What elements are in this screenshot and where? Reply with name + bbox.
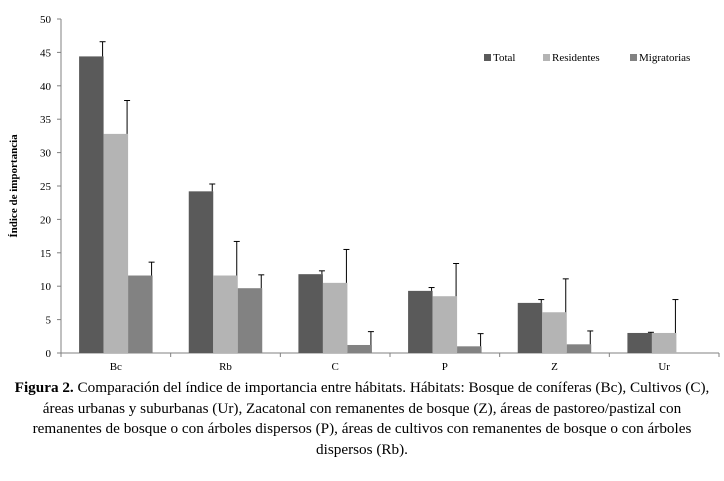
legend bbox=[484, 52, 690, 64]
x-tick-label: Bc bbox=[109, 361, 122, 373]
bar-residentes-ur bbox=[652, 333, 677, 353]
y-tick-label: 40 bbox=[40, 80, 51, 93]
y-tick-label: 10 bbox=[40, 281, 51, 294]
x-tick-label: Rb bbox=[219, 361, 232, 373]
legend-label-total: Total bbox=[493, 52, 516, 64]
legend-label-residentes: Residentes bbox=[552, 52, 600, 64]
x-tick-label: Z bbox=[551, 361, 558, 373]
bar-total-ur bbox=[627, 333, 652, 353]
x-axis bbox=[61, 353, 719, 373]
x-tick-label: P bbox=[441, 361, 448, 373]
bar-residentes-p bbox=[433, 296, 458, 353]
bar-residentes-c bbox=[323, 283, 348, 353]
bar-total-rb bbox=[189, 191, 214, 353]
bar-total-p bbox=[408, 291, 433, 353]
caption-label: Figura 2. bbox=[14, 379, 74, 396]
y-tick-label: 35 bbox=[40, 114, 51, 127]
bar-total-c bbox=[298, 274, 323, 353]
legend-swatch-migratorias bbox=[630, 54, 637, 61]
y-tick-label: 30 bbox=[40, 147, 51, 160]
y-tick-label: 5 bbox=[45, 314, 51, 327]
y-tick-label: 0 bbox=[45, 348, 51, 360]
bar-total-z bbox=[518, 303, 543, 353]
y-axis-label: Índice de importancia bbox=[8, 134, 20, 238]
bar-residentes-rb bbox=[213, 276, 238, 353]
bar-migratorias-z bbox=[567, 344, 592, 353]
y-tick-label: 20 bbox=[40, 214, 51, 227]
caption-text: Comparación del índice de importancia entre hábitats. Hábitats: Bosque de coníferas (Bc), Cultivos (C), áreas urbanas y suburbanas (Ur), Zacatonal con remanentes de bosque (Z), áreas de pastoreo/pastizal con remanentes de bosque o con árboles dispersos (P), áreas de cultivos con remanentes de bosque o con árboles dispersos (Rb). bbox=[32, 379, 710, 458]
bar-residentes-bc bbox=[104, 134, 129, 353]
bar-migratorias-p bbox=[457, 346, 482, 353]
y-tick-label: 45 bbox=[40, 47, 51, 60]
bar-migratorias-bc bbox=[128, 276, 153, 353]
bar-residentes-z bbox=[542, 312, 567, 353]
bar-migratorias-rb bbox=[238, 288, 263, 353]
legend-label-migratorias: Migratorias bbox=[639, 52, 691, 64]
y-axis bbox=[40, 14, 61, 360]
legend-swatch-total bbox=[484, 54, 491, 61]
x-tick-label: C bbox=[331, 361, 339, 373]
x-tick-label: Ur bbox=[658, 361, 670, 373]
bar-total-bc bbox=[79, 56, 104, 353]
error-bars bbox=[100, 42, 679, 347]
figure-caption bbox=[12, 378, 712, 460]
legend-swatch-residentes bbox=[543, 54, 550, 61]
y-tick-label: 25 bbox=[40, 181, 51, 193]
bars bbox=[79, 56, 676, 353]
y-tick-label: 50 bbox=[40, 14, 51, 26]
y-tick-label: 15 bbox=[40, 247, 51, 260]
bar-migratorias-c bbox=[347, 345, 372, 353]
